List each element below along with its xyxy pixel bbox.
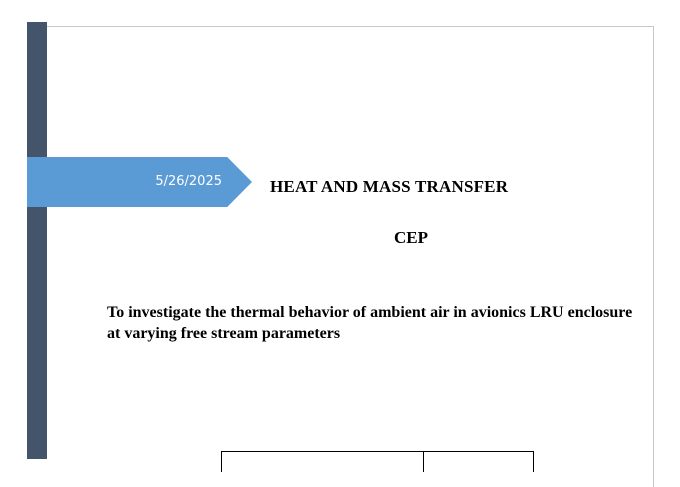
cover-side-bar [27,22,47,459]
document-page [27,26,654,487]
document-objective: To investigate the thermal behavior of ambient air in avionics LRU enclosure at varying free stream parameters [107,304,633,342]
date-field[interactable]: 5/26/2025 [155,174,222,189]
document-title: HEAT AND MASS TRANSFER [270,177,509,196]
info-table [221,451,534,472]
document-subtitle: CEP [394,228,428,247]
table-column-divider [423,452,424,472]
